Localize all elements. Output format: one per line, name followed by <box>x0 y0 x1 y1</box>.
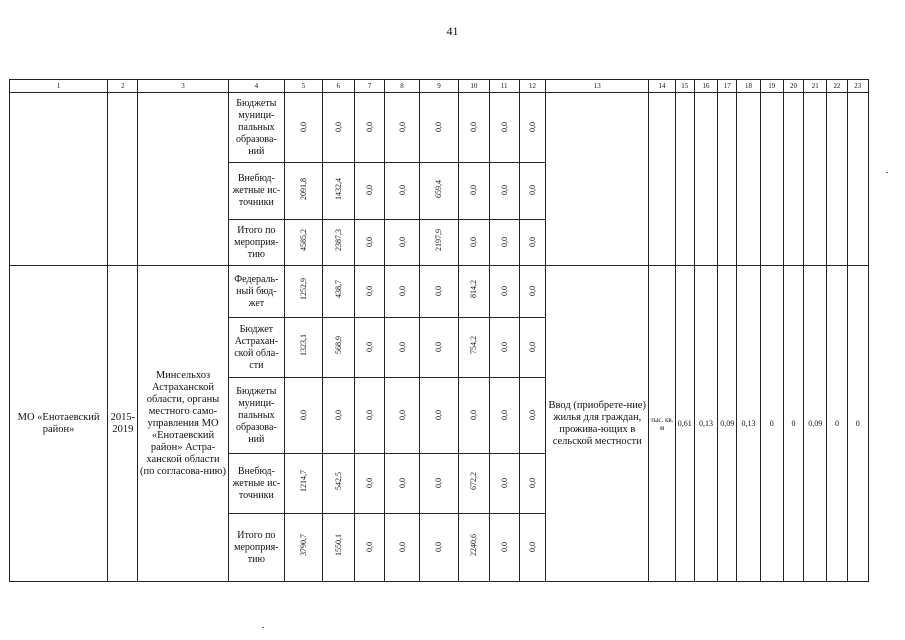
value-cell: 1214,7 <box>298 470 308 492</box>
col-num: 23 <box>847 80 868 93</box>
value-cell: 0,0 <box>528 541 537 552</box>
value-cell: 2197,9 <box>434 229 444 251</box>
value-cell: 1252,9 <box>298 278 308 300</box>
empty-cell <box>760 93 783 266</box>
value-cell: 0,0 <box>365 185 375 195</box>
col-num: 17 <box>718 80 737 93</box>
value-cell: 0,0 <box>469 185 479 195</box>
indicator-value: 0,61 <box>675 266 694 582</box>
col-num: 9 <box>419 80 458 93</box>
budget-table <box>9 79 869 582</box>
value-cell: 0,0 <box>397 477 407 488</box>
funding-source: Бюджеты муници-пальных образова-ний <box>228 93 285 163</box>
col-num: 21 <box>804 80 827 93</box>
empty-cell <box>10 93 108 266</box>
col-num: 4 <box>228 80 285 93</box>
indicator-value: 0 <box>783 266 803 582</box>
value-cell: 3790,7 <box>298 534 308 556</box>
executor-cell: Минсельхоз Астраханской области, органы местного само-управления МО «Енотаевский район» Астра-ханской области (по согласова-нию) <box>138 266 228 582</box>
indicator-value: 0,09 <box>718 266 737 582</box>
value-cell: 814,2 <box>469 280 479 298</box>
funding-source: Итого по мероприя-тию <box>228 514 285 582</box>
indicator-value: 0 <box>827 266 847 582</box>
value-cell: 0,0 <box>365 541 375 552</box>
funding-source: Бюджет Астрахан-ской обла-сти <box>228 318 285 378</box>
value-cell: 0,0 <box>365 121 375 132</box>
value-cell: 0,0 <box>397 341 407 352</box>
value-cell: 0,0 <box>434 341 444 352</box>
indicator-value: 0,13 <box>694 266 717 582</box>
empty-cell <box>804 93 827 266</box>
col-num: 13 <box>546 80 649 93</box>
value-cell: 0,0 <box>434 285 444 296</box>
value-cell: 542,5 <box>333 472 343 490</box>
value-cell: 0,0 <box>434 121 444 132</box>
unit-cell: тыс. кв. м <box>649 266 675 582</box>
value-cell: 0,0 <box>298 409 308 420</box>
col-num: 6 <box>322 80 354 93</box>
empty-cell <box>108 93 138 266</box>
value-cell: 1432,4 <box>333 177 343 200</box>
empty-cell <box>718 93 737 266</box>
indicator-value: 0 <box>847 266 868 582</box>
col-num: 14 <box>649 80 675 93</box>
funding-source: Внебюд-жетные ис-точники <box>228 454 285 514</box>
value-cell: 0,0 <box>365 477 375 488</box>
empty-cell <box>546 93 649 266</box>
col-num: 3 <box>138 80 228 93</box>
value-cell: 0,0 <box>528 121 537 132</box>
empty-cell <box>138 93 228 266</box>
value-cell: 0,0 <box>397 236 407 247</box>
col-num: 7 <box>354 80 384 93</box>
col-num: 11 <box>489 80 519 93</box>
value-cell: 568,9 <box>333 336 343 354</box>
value-cell: 0,0 <box>528 285 537 296</box>
value-cell: 0,0 <box>499 477 509 488</box>
value-cell: 659,4 <box>434 179 444 198</box>
value-cell: 0,0 <box>499 285 509 296</box>
period-cell: 2015-2019 <box>108 266 138 582</box>
indicator-value: 0,13 <box>737 266 760 582</box>
value-cell: 0,0 <box>397 285 407 296</box>
funding-source: Бюджеты муници-пальных образова-ний <box>228 378 285 454</box>
value-cell: 0,0 <box>499 121 509 132</box>
value-cell: 0,0 <box>434 409 444 420</box>
value-cell: 0,0 <box>365 236 375 247</box>
col-num: 16 <box>694 80 717 93</box>
value-cell: 0,0 <box>365 409 375 420</box>
empty-cell <box>675 93 694 266</box>
col-num: 5 <box>285 80 322 93</box>
value-cell: 0,0 <box>499 341 509 352</box>
col-num: 15 <box>675 80 694 93</box>
scan-speck <box>886 172 888 173</box>
col-num: 2 <box>108 80 138 93</box>
indicator-value: 0,09 <box>804 266 827 582</box>
col-num: 22 <box>827 80 847 93</box>
col-num: 19 <box>760 80 783 93</box>
value-cell: 0,0 <box>298 121 308 132</box>
value-cell: 0,0 <box>397 121 407 132</box>
value-cell: 0,0 <box>469 236 479 247</box>
funding-source: Итого по мероприя-тию <box>228 220 285 266</box>
value-cell: 4585,2 <box>298 229 308 251</box>
col-num: 10 <box>459 80 489 93</box>
value-cell: 754,2 <box>469 336 479 354</box>
indicator-cell: Ввод (приобрете-ние) жилья для граждан, прожива-ющих в сельской местности <box>546 266 649 582</box>
empty-cell <box>649 93 675 266</box>
empty-cell <box>783 93 803 266</box>
value-cell: 2240,6 <box>469 534 479 556</box>
col-num: 1 <box>10 80 108 93</box>
funding-source: Федераль-ный бюд-жет <box>228 266 285 318</box>
value-cell: 1550,1 <box>333 534 343 556</box>
value-cell: 672,2 <box>469 472 479 490</box>
value-cell: 0,0 <box>499 409 509 420</box>
value-cell: 0,0 <box>499 541 509 552</box>
value-cell: 0,0 <box>397 409 407 420</box>
scan-speck <box>262 627 264 628</box>
value-cell: 1323,1 <box>298 334 308 356</box>
value-cell: 0,0 <box>333 121 343 132</box>
value-cell: 2387,3 <box>333 229 343 251</box>
value-cell: 0,0 <box>397 185 407 195</box>
value-cell: 0,0 <box>528 341 537 352</box>
col-num: 18 <box>737 80 760 93</box>
value-cell: 0,0 <box>528 477 537 488</box>
value-cell: 0,0 <box>528 236 537 247</box>
value-cell: 0,0 <box>469 121 479 132</box>
col-num: 12 <box>519 80 545 93</box>
funding-source: Внебюд-жетные ис-точники <box>228 163 285 220</box>
value-cell: 0,0 <box>528 185 537 195</box>
value-cell: 0,0 <box>528 409 537 420</box>
value-cell: 2091,8 <box>298 177 308 200</box>
empty-cell <box>694 93 717 266</box>
page-number: 41 <box>446 24 459 38</box>
value-cell: 0,0 <box>333 409 343 420</box>
value-cell: 0,0 <box>365 285 375 296</box>
value-cell: 0,0 <box>434 541 444 552</box>
table-row <box>10 93 869 163</box>
col-num: 20 <box>783 80 803 93</box>
value-cell: 0,0 <box>365 341 375 352</box>
value-cell: 438,7 <box>333 280 343 298</box>
indicator-value: 0 <box>760 266 783 582</box>
value-cell: 0,0 <box>469 409 479 420</box>
value-cell: 0,0 <box>499 236 509 247</box>
value-cell: 0,0 <box>434 477 444 488</box>
column-number-row <box>10 80 869 93</box>
empty-cell <box>737 93 760 266</box>
col-num: 8 <box>385 80 419 93</box>
table-row <box>10 266 869 318</box>
empty-cell <box>847 93 868 266</box>
value-cell: 0,0 <box>499 185 509 195</box>
empty-cell <box>827 93 847 266</box>
value-cell: 0,0 <box>397 541 407 552</box>
municipality-cell: МО «Енотаевский район» <box>10 266 108 582</box>
